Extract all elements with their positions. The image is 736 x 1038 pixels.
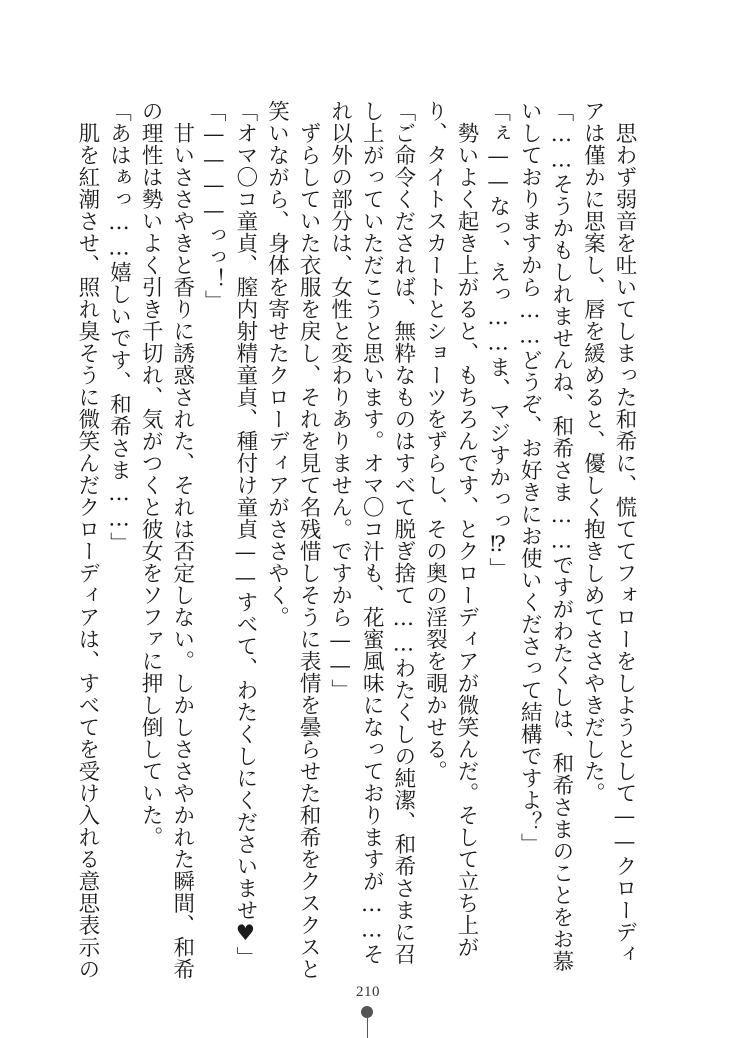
paragraph-2: 「……そうかもしれませんね、和希さま……ですがわたくしは、和希さまのことをお慕いしておりますから……どうぞ、お好きにお使いくださって結構ですよ？」 xyxy=(517,100,574,972)
paragraph-8: 「————っっ！」 xyxy=(201,100,227,312)
folio-dot-icon xyxy=(361,1006,373,1018)
vertical-text-body xyxy=(74,100,640,980)
paragraph-10: 「あはぁっ……嬉しいです、和希さま……」 xyxy=(106,100,132,554)
page-number: 210 xyxy=(356,984,380,1000)
paragraph-7: 「オマ〇コ童貞、膣内射精童貞、種付け童貞——すべて、わたくしにくださいませ♥」 xyxy=(232,100,258,969)
paragraph-9: 甘いささやきと香りに誘惑された、それは否定しない。しかしささやかれた瞬間、和希の理性は勢いよく引き千切れ、気がつくと彼女をソファに押し倒していた。 xyxy=(138,100,195,980)
paragraph-6: ずらしていた衣服を戻し、それを見て名残惜しそうに表情を曇らせた和希をクスクスと笑いながら、身体を寄せたクローディアがささやく。 xyxy=(264,100,322,980)
paragraph-1: 思わず弱音を吐いてしまった和希に、慌ててフォローをしようとして——クローディアは僅かに思案し、唇を緩めると、優しく抱きしめてささやきだした。 xyxy=(580,100,637,965)
paragraph-4: 勢いよく起き上がると、もちろんです、とクローディアが微笑んだ。そして立ち上がり、タイトスカートとショーツをずらし、その奥の淫裂を覗かせる。 xyxy=(422,100,480,958)
paragraph-5: 「ご命令くだされば、無粋なものはすべて脱ぎ捨て……わたくしの純潔、和希さまに召し上がっていただこうと思います。オマ〇コ汁も、花蜜風味になっておりますが……それ以外の部分は、女性と変わりありません。ですから——」 xyxy=(327,100,416,965)
paragraph-3: 「ぇ——なっ、えっ……ま、マジすかっっ⁉」 xyxy=(485,100,511,580)
paragraph-11: 肌を紅潮させ、照れ臭そうに微笑んだクローディアは、すべてを受け入れる意思表示の xyxy=(74,100,100,980)
